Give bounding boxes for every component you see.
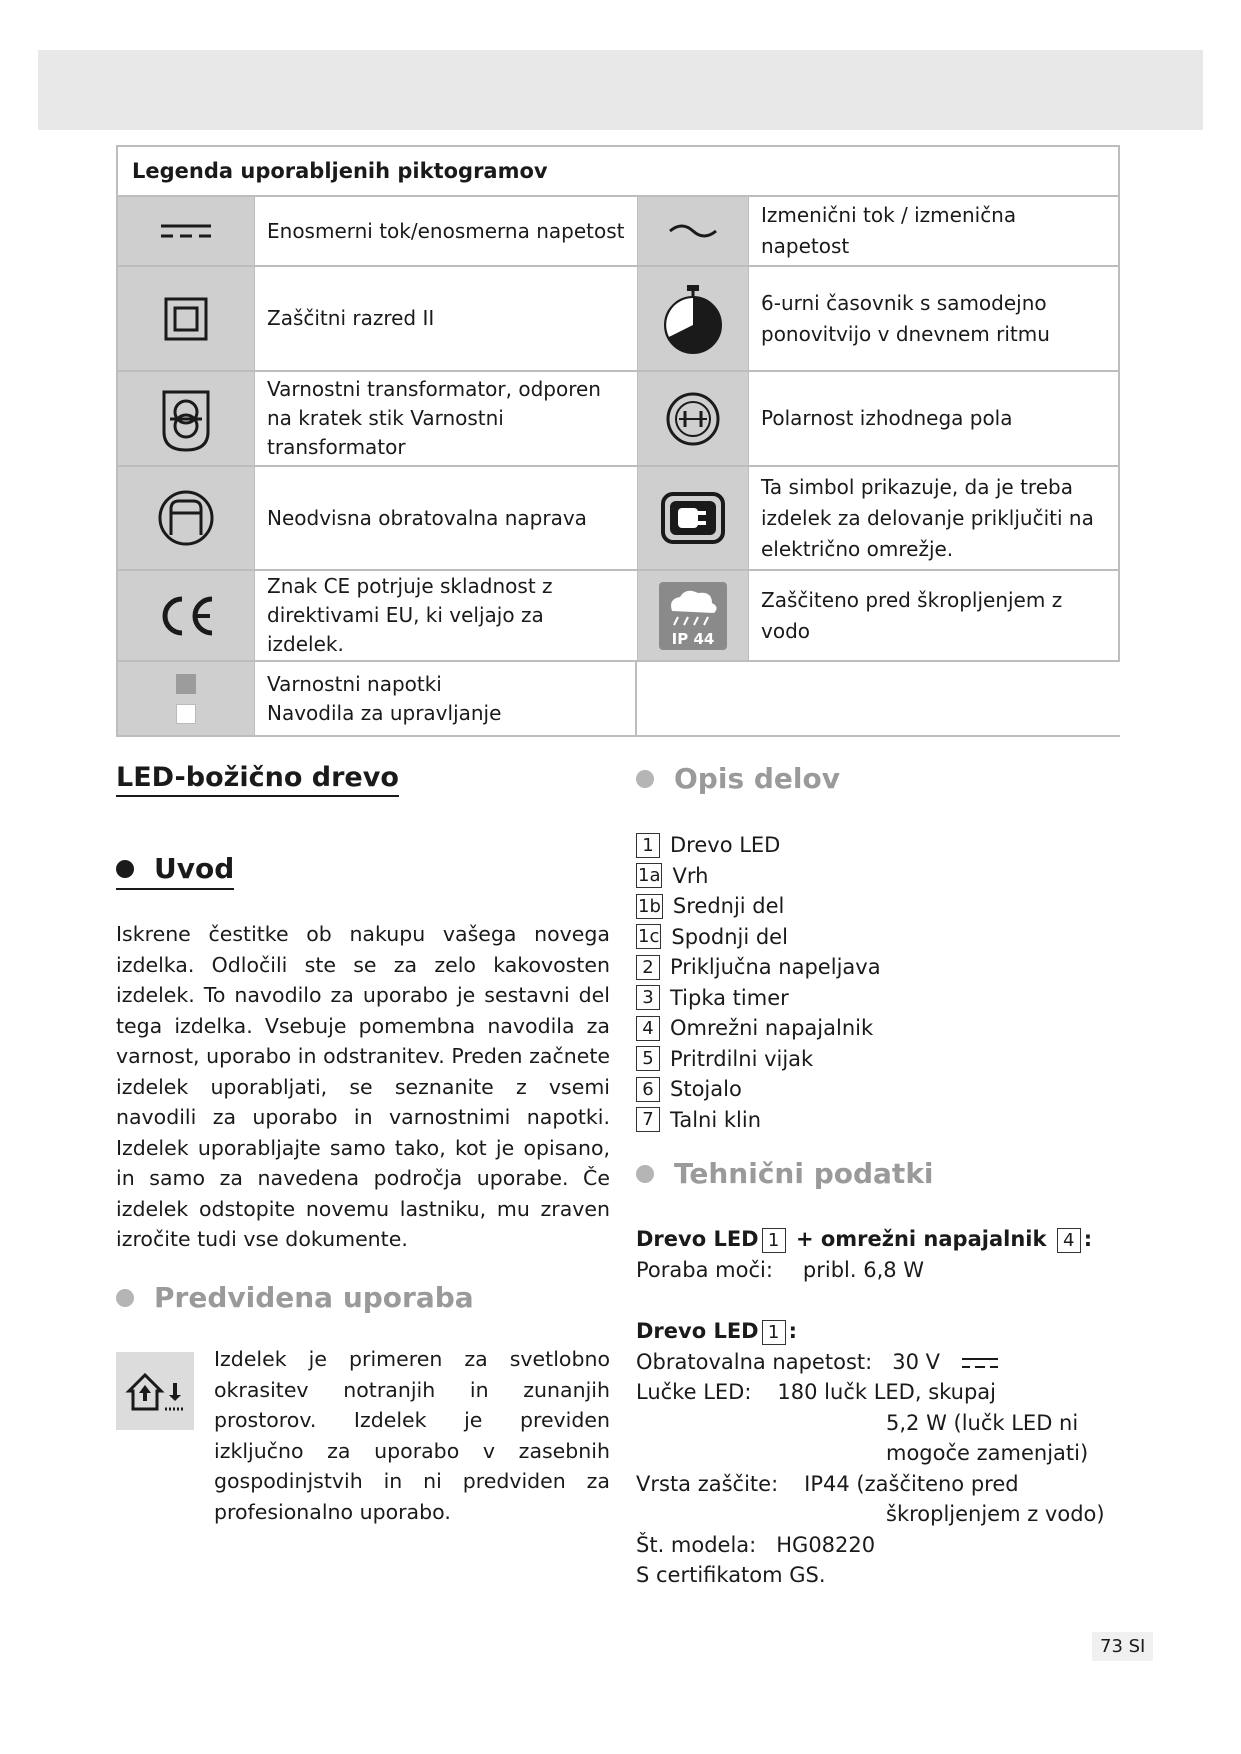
tech-block-1-title: Drevo LED 1 + omrežni napajalnik 4 : (636, 1227, 1093, 1251)
bullet-icon (116, 1289, 134, 1307)
list-item: 1a Vrh (638, 863, 709, 888)
safety-notes-label: Varnostni napotki (267, 671, 442, 696)
legend-row (116, 197, 1120, 267)
legend-title: Legenda uporabljenih piktogramov (116, 145, 1120, 197)
polarity-icon (637, 372, 749, 465)
tech-block-1 (636, 1224, 1092, 1285)
ce-mark-icon (118, 571, 255, 660)
voltage-row: Obratovalna napetost: 30 V (636, 1347, 1105, 1378)
legend-text (255, 662, 637, 735)
list-item: 1 Drevo LED (636, 830, 881, 861)
instructions-label: Navodila za upravljanje (267, 700, 502, 725)
intended-use-heading: Predvidena uporaba (116, 1281, 474, 1314)
list-item: 5 Pritrdilni vijak (636, 1044, 881, 1075)
tech-block-2-title: Drevo LED 1 : (636, 1319, 798, 1343)
legend-text: Ta simbol prikazuje, da je treba izdelek za delovanje priključiti na električno omrežje. (761, 474, 1094, 561)
legend-text: Izmenični tok / izmenična napetost (761, 203, 1017, 258)
safety-transformer-icon (118, 372, 255, 465)
led-row: Lučke LED: 180 lučk LED, skupaj (636, 1380, 996, 1404)
bullet-icon (636, 1165, 654, 1183)
bullet-icon (636, 770, 654, 788)
dc-icon (118, 197, 255, 265)
bullet-icon (116, 860, 134, 878)
list-item: 1b Srednji del (638, 894, 785, 919)
header-band (38, 50, 1203, 130)
legend-text: Zaščiteno pred škropljenjem z vodo (761, 587, 1063, 643)
model-row: Št. modela: HG08220 (636, 1532, 876, 1557)
instructions-marker-icon (176, 704, 196, 724)
protection-class-ii-icon (118, 267, 255, 370)
parts-list (636, 830, 881, 1135)
tech-block-2 (636, 1316, 1105, 1591)
certificate-line: S certifikatom GS. (636, 1563, 826, 1587)
legend-row (116, 571, 1120, 662)
list-item: 6 Stojalo (636, 1074, 881, 1105)
product-title: LED-božično drevo (116, 762, 399, 797)
list-item: 1c Spodnji del (638, 924, 788, 949)
pictogram-legend (116, 145, 1120, 737)
intro-heading: Uvod (116, 852, 234, 890)
legend-text: Enosmerni tok/enosmerna napetost (267, 218, 625, 243)
legend-row (116, 662, 1120, 737)
page-number: 73 SI (1092, 1632, 1153, 1661)
protection-row-cont: škropljenjem z vodo) (886, 1502, 1105, 1526)
parts-heading: Opis delov (636, 762, 840, 795)
protection-row: Vrsta zaščite: IP44 (zaščiteno pred (636, 1471, 1019, 1496)
legend-text: Znak CE potrjuje skladnost z direktivami EU, ki veljajo za izdelek. (267, 574, 553, 656)
timer-icon (637, 267, 749, 370)
dc-icon (961, 1356, 999, 1370)
safety-notes-marker-icon (176, 674, 196, 694)
intro-text: Iskrene čestitke ob nakupu vašega novega izdelka. Odločili ste se za zelo kakovosten izdelek. To navodilo za uporabo je sestavni del tega izdelka. Vsebuje pomembna navodila za varnost, uporabo in odstranitev. Preden začnete izdelek uporabljati, se seznanite z vsemi navodili za uporabo in varnostnimi napotki. Izdelek uporabljajte samo tako, kot je opisano, in samo za navedena področja uporabe. Če izdelek odstopite novemu lastniku, mu zraven izročite tudi vse dokumente. (116, 922, 610, 1251)
ip44-icon (637, 571, 749, 660)
legend-text: 6-urni časovnik s samodejno ponovitvijo v dnevnem ritmu (761, 290, 1050, 346)
legend-text: Zaščitni razred II (267, 306, 435, 330)
list-item: 2 Priključna napeljava (636, 952, 881, 983)
legend-row (116, 467, 1120, 571)
list-item: 3 Tipka timer (636, 983, 881, 1014)
legend-text: Varnostni transformator, odporen na kratek stik Varnostni transformator (267, 377, 601, 459)
legend-text: Polarnost izhodnega pola (761, 406, 1013, 430)
ac-icon (637, 197, 749, 265)
led-row-cont: 5,2 W (lučk LED ni (886, 1410, 1079, 1435)
power-row: Poraba moči: pribl. 6,8 W (636, 1257, 925, 1282)
list-item: 7 Talni klin (636, 1105, 881, 1136)
ip44-label: IP 44 (671, 629, 715, 648)
legend-markers (118, 662, 255, 735)
legend-row (116, 267, 1120, 372)
tech-heading: Tehnični podatki (636, 1157, 934, 1190)
intended-use-text: Izdelek je primeren za svetlobno okrasitev notranjih in zunanjih prostorov. Izdelek je previden izključno za uporabo v zasebnih gospodinjstvih in ni predviden za profesionalno uporabo. (214, 1347, 610, 1524)
legend-row (116, 372, 1120, 467)
legend-text: Neodvisna obratovalna naprava (267, 505, 587, 530)
list-item: 4 Omrežni napajalnik (636, 1013, 881, 1044)
independent-device-icon (118, 467, 255, 569)
led-row-cont: mogoče zamenjati) (886, 1441, 1089, 1465)
indoor-outdoor-icon (116, 1352, 194, 1430)
mains-plug-icon (637, 467, 749, 569)
